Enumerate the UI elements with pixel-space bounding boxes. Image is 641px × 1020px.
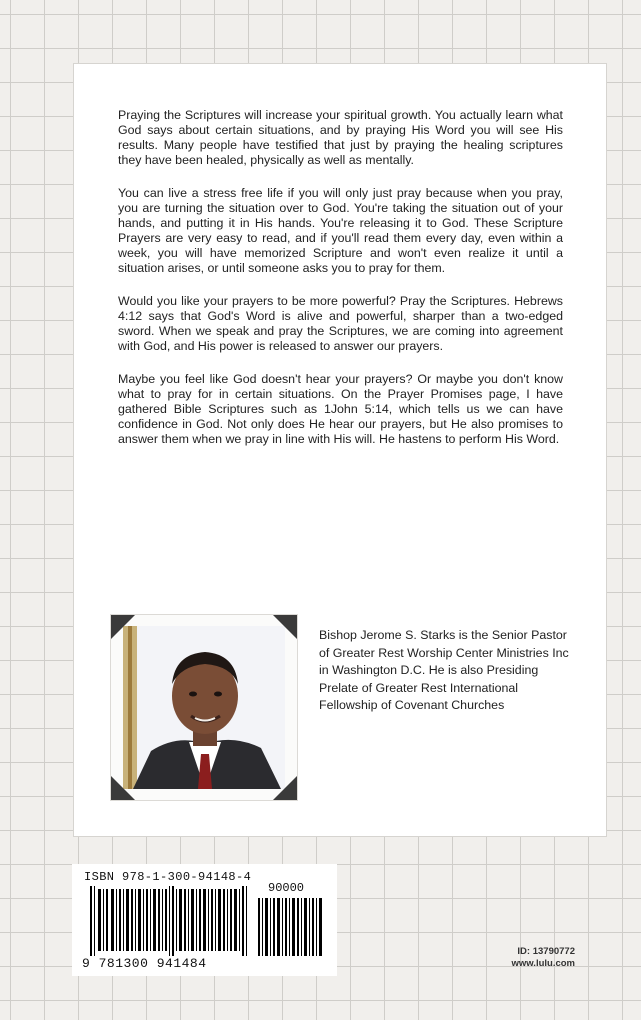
photo-corner-bottom-left bbox=[111, 776, 135, 800]
photo-corner-top-left bbox=[111, 615, 135, 639]
price-code: 90000 bbox=[268, 881, 305, 895]
isbn-barcode bbox=[72, 864, 337, 976]
publisher-info bbox=[511, 946, 575, 970]
author-bio: Bishop Jerome S. Starks is the Senior Pastor of Greater Rest Worship Center Ministries Inc in Washington D.C. He is also Presiding Prelate of Greater Rest International Fellowship of Covenant Churches bbox=[319, 628, 569, 712]
barcode-digits: 9 781300 941484 bbox=[82, 956, 207, 971]
isbn-label: ISBN 978-1-300-94148-4 bbox=[84, 870, 252, 884]
blurb-paragraph-3: Would you like your prayers to be more powerful? Pray the Scriptures. Hebrews 4:12 says that God's Word is alive and powerful, sharper than a two-edged sword. When we speak and pray the Scriptures, we are coming into agreement with God, and His power is released to answer our prayers. bbox=[118, 294, 563, 353]
back-cover-panel bbox=[73, 63, 607, 837]
blurb-paragraph-4: Maybe you feel like God doesn't hear your prayers? Or maybe you don't know what to pray for in certain situations. On the Prayer Promises page, I have gathered Bible Scriptures such as 1John 5:14, which tells us we can have confidence in God. Not only does He hear our prayers, but He also promises to answer them when we pray in line with His will. He hastens to perform His Word. bbox=[118, 372, 563, 446]
publisher-id: ID: 13790772 bbox=[517, 946, 575, 957]
cover-blurb bbox=[118, 108, 563, 465]
author-photo bbox=[123, 626, 285, 789]
publisher-site: www.lulu.com bbox=[511, 958, 575, 969]
author-portrait-image bbox=[123, 626, 285, 789]
photo-corner-top-right bbox=[273, 615, 297, 639]
photo-corner-bottom-right bbox=[273, 776, 297, 800]
blurb-paragraph-2: You can live a stress free life if you will only just pray because when you pray, you are turning the situation over to God. You're taking the situation out of your hands, and putting it in His hands. You're releasing it to God. These Scripture Prayers are very easy to read, and if you'll read them every day, even within a week, you will have memorized Scripture and won't even realize it until a situation arises, or until someone asks you to pray for them. bbox=[118, 186, 563, 275]
author-photo-frame bbox=[110, 614, 298, 801]
blurb-paragraph-1: Praying the Scriptures will increase your spiritual growth. You actually learn what God says about certain situations, and by praying His Word you will see His results. Many people have testified that just by praying the healing scriptures they have been healed, physically as well as mentally. bbox=[118, 108, 563, 167]
